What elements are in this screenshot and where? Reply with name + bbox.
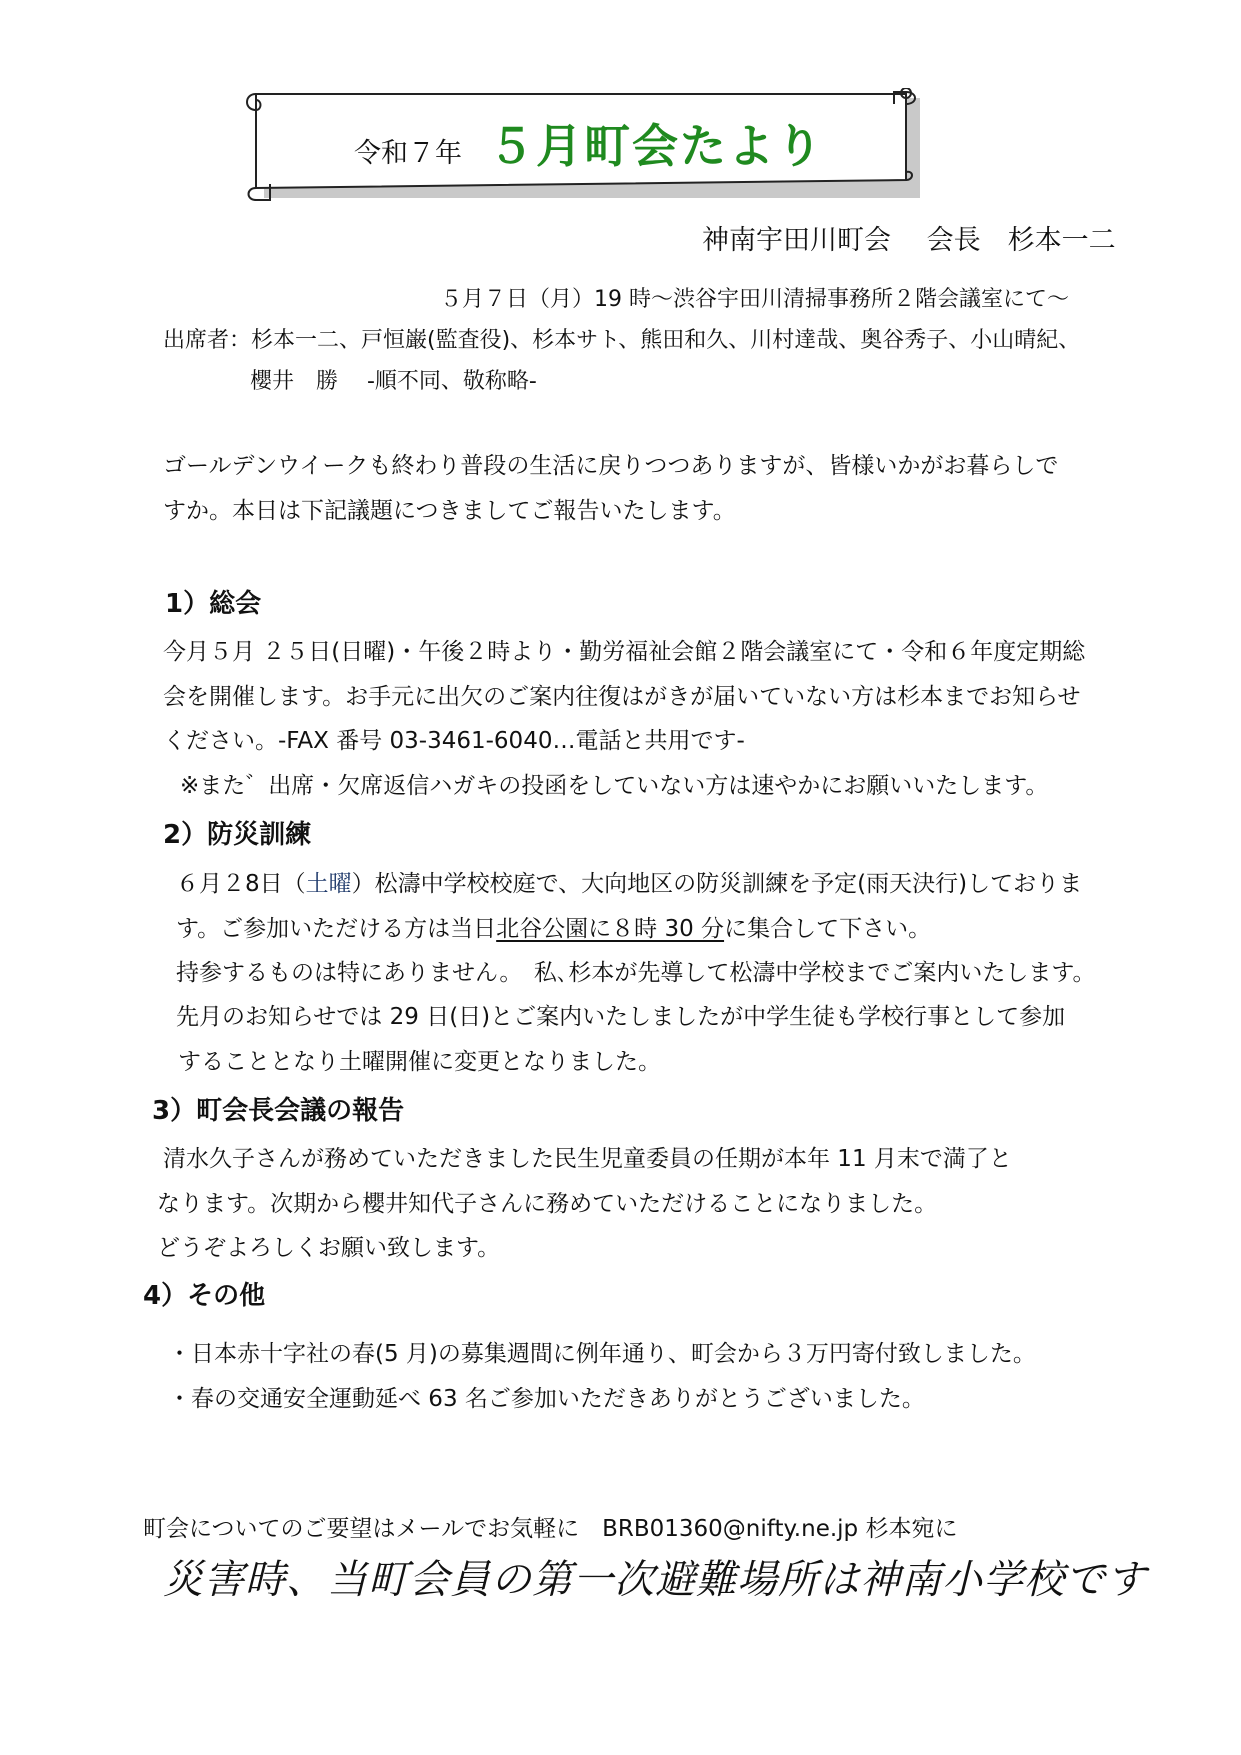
meeting-place-underlined: 北谷公園に８時 30 分 <box>496 916 725 942</box>
text-span: ）松濤中学校校庭で、大向地区の防災訓練を予定(雨天決行)しておりま <box>351 871 1083 897</box>
section-1-heading: 1）総会 <box>165 589 262 619</box>
section-2-line-4: 先月のお知らせでは 29 日(日)とご案内いたしましたが中学生徒も学校行事として参加 <box>176 1004 1066 1030</box>
contact-email: BRB01360@nifty.ne.jp <box>602 1516 859 1542</box>
contact-suffix: 杉本宛に <box>858 1516 958 1542</box>
attendees-line-2: 櫻井 勝 -順不同、敬称略- <box>250 369 537 394</box>
banner-era: 令和７年 <box>354 138 462 169</box>
intro-line-2: すか。本日は下記議題につきましてご報告いたします。 <box>163 498 736 524</box>
section-4-line: ・日本赤十字社の春(5 月)の募集週間に例年通り、町会から３万円寄付致しました。 <box>168 1341 1036 1367</box>
contact-text: 町会についてのご要望はメールでお気軽に <box>143 1516 603 1542</box>
section-2-line-2 <box>176 910 931 943</box>
organization-name: 神南宇田川町会 会長 杉本一二 <box>702 225 1116 256</box>
weekday-highlight: 土曜 <box>305 871 352 897</box>
title-banner <box>246 88 926 206</box>
section-3-line: どうぞよろしくお願い致します。 <box>157 1235 501 1261</box>
section-3-line: 清水久子さんが務めていただきました民生児童委員の任期が本年 11 月末で満了と <box>163 1146 1012 1172</box>
section-1-line: ください。-FAX 番号 03-3461-6040…電話と共用です- <box>163 728 745 754</box>
section-1-line: 会を開催します。お手元に出欠のご案内往復はがきが届いていない方は杉本までお知らせ <box>163 684 1081 710</box>
section-2-line-5: することとなり土曜開催に変更となりました。 <box>178 1049 661 1075</box>
evacuation-slogan: 災害時、当町会員の第一次避難場所は神南小学校です <box>163 1557 1147 1603</box>
section-2-heading: 2）防災訓練 <box>163 820 312 850</box>
contact-line <box>143 1510 957 1543</box>
attendees-line-1: 出席者：杉本一二、戸恒巌(監査役)、杉本サト、熊田和久、川村達哉、奥谷秀子、小山晴紀、 <box>163 328 1081 353</box>
text-span: す。ご参加いただける方は当日 <box>176 916 497 942</box>
section-3-line: なります。次期から櫻井知代子さんに務めていただけることになりました。 <box>157 1191 938 1217</box>
section-3-heading: 3）町会長会議の報告 <box>152 1096 405 1126</box>
page-title: ５月町会たより <box>488 119 824 173</box>
intro-line-1: ゴールデンウイークも終わり普段の生活に戻りつつありますが、皆様いかがお暮らしで <box>163 453 1059 479</box>
text-span: ６月２8日（ <box>176 871 306 897</box>
section-1-line: 今月５月 ２５日(日曜)・午後２時より・勤労福祉会館２階会議室にて・令和６年度定期総 <box>163 639 1086 665</box>
section-1-note: ※また゛出席・欠席返信ハガキの投函をしていない方は速やかにお願いいたします。 <box>180 773 1049 799</box>
section-4-heading: 4）その他 <box>143 1281 266 1311</box>
meeting-info: ５月７日（月）19 時～渋谷宇田川清掃事務所２階会議室にて～ <box>440 287 1069 312</box>
section-2-line-1 <box>176 865 1082 898</box>
text-span: に集合して下さい。 <box>724 916 932 942</box>
section-2-line-3: 持参するものは特にありません。 私､杉本が先導して松濤中学校までご案内いたします。 <box>176 960 1096 986</box>
section-4-line: ・春の交通安全運動延べ 63 名ご参加いただきありがとうございました。 <box>168 1386 925 1412</box>
